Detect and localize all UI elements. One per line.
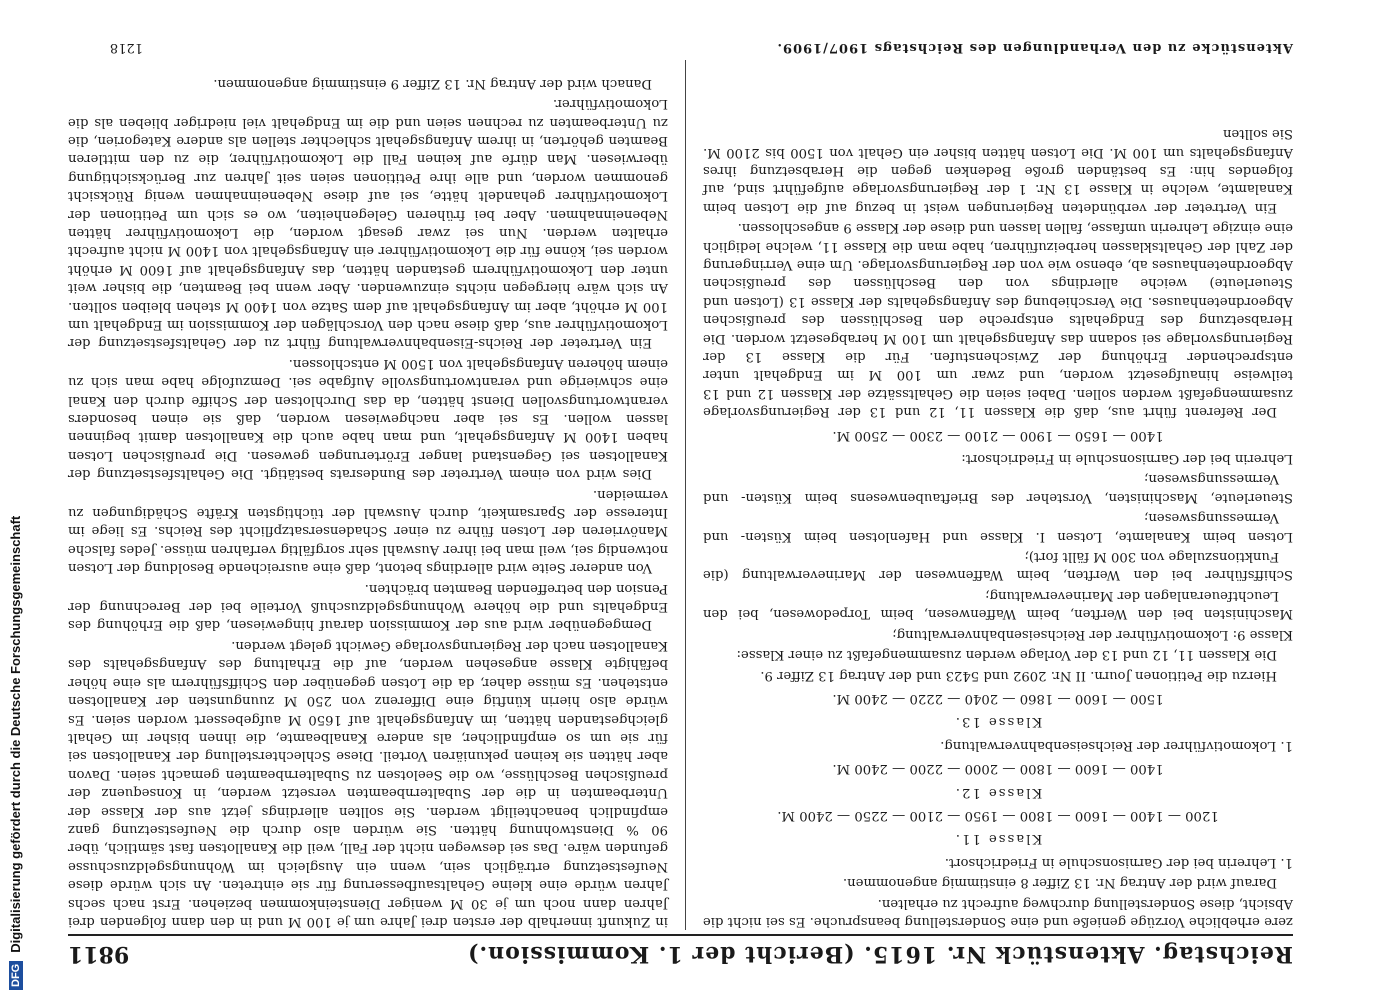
paragraph: Ein Vertreter der Reichs-Eisenbahnverwaltung führt zu der Gehaltsfestsetzung der Lokomotivführer aus, daß diese nach den Vorschlägen der Kommission im Endgehalt um 100 M erhöht, aber im Anfangsgehalt auf dem Satze von 1400 M stehen bleiben sollten. An sich wäre hiergegen nichts einzuwenden. Aber wenn bei Beamten, die bisher weit unter den Lokomotivführern gestanden hätten, das Anfangsgehalt auf 1600 M erhöht worden sei, könne für die Lokomotivführer ein Anfangsgehalt von 1400 M nicht aufrecht erhalten werden. Nun sei zwar gesagt worden, die Lokomotivführer hätten Nebeneinnahmen. Aber bei früheren Gelegenheiten, wo es sich um Petitionen der Lokomotivführer gehandelt hätte, sei auf diese Nebeneinnahmen wenig Rücksicht genommen worden, und alle ihre Petitionen seien seit Jahren zur Berücksichtigung überwiesen. Man dürfe auf keinen Fall die Lokomotivführer, die zu den mittleren Beamten gehörten, in ihrem Anfangsgehalt schlechter stellen als andere Kategorien, die zu Unterbeamten zu rechnen seien und die im Endgehalt viel niedriger blieben als die Lokomotivführer. (68, 96, 668, 351)
class-heading: Klasse 13. (953, 714, 1043, 730)
class-heading: Klasse 11. (953, 831, 1043, 847)
footer-source-line: Aktenstücke zu den Verhandlungen des Reichstags 1907/1909. (776, 40, 1293, 55)
list-item: 1. Lehrerin bei der Garnisonschule in Friedrichsort. (944, 854, 1293, 870)
left-column (703, 60, 1293, 930)
paragraph: Danach wird der Antrag Nr. 13 Ziffer 9 einstimmig angenommen. (213, 75, 652, 91)
paragraph: Der Referent führt aus, daß die Klassen 11, 12 und 13 der Regierungsvorlage zusammengefaßt werden sollen. Dabei seien die Gehaltssätze der Klassen 12 und 13 teilweise hinaufgesetzt worden, und zwar um 100 M im Endgehalt unter entsprechender Erhöhung der Zwischenstufen. Für die Klasse 13 der Regierungsvorlage sei sodann das Anfangsgehalt um 100 M herabgesetzt worden. Die Herabsetzung des Endgehalts entspreche den Beschlüssen des preußischen Abgeordnetenhauses. Die Verschiebung des Anfangsgehalts der Klasse 13 (Lotsen und Steuerleute) weiche allerdings von den Beschlüssen des preußischen Abgeordnetenhauses ab, ebenso wie von der Regierungsvorlage. Um eine Verringerung der Zahl der Gehaltsklassen herbeizuführen, habe man die Klasse 11, welche lediglich eine einzige Lehrerin umfasse, fallen lassen und diese der Klasse 9 angeschlossen. (703, 220, 1293, 420)
list-item: 1. Lokomotivführer der Reichseisenbahnverwaltung. (940, 737, 1293, 753)
salary-scale: 1400 — 1600 — 1800 — 2000 — 2200 — 2400 M. (832, 761, 1164, 777)
class-item: Lotsen beim Kanalamte, Lotsen I. Klasse und Hafenlotsen beim Küsten- und Vermessungswesen; (703, 510, 1293, 544)
page-number: 9811 (68, 941, 130, 967)
paragraph: in Zukunft innerhalb der ersten drei Jahre um je 100 M und in den dann folgenden drei Jahren dann noch um je 30 M weniger Diensteinkommen beziehen. Erst nach sechs Jahren würde eine kleine Gehaltsaufbesserung für sie eintreten. An sich würde diese Neufestsetzung erträglich sein, wenn ein Ausgleich im Wohnungsgeldzuschusse gefunden wäre. Das sei deswegen nicht der Fall, weil die Kanallotsen fast sämtlich, über 90 % Dienstwohnung hätten. Sie würden also durch die Neufestsetzung ganz empfindlich benachteiligt werden. Sie sollten allerdings jetzt aus der Klasse der Unterbeamten in die der Subalternbeamten versetzt werden, in Konsequenz der preußischen Beschlüsse, wo die Seelotsen zu Subalternbeamten gemacht seien. Davon aber hätten sie keinen pekuniären Vorteil. Diese Schlechterstellung der Kanallotsen sei für sie um so empfindlicher, als andere Kanalbeamte, die ihnen bisher im Gehalt gleichgestanden hätten, im Anfangsgehalt auf 1650 M aufgebessert worden seien. Es würde also hierin künftig eine Differenz von 250 M zuungunsten der Kanallotsen entstehen. Es müsse daher, da die Lotsen gegenüber den Schiffsführern als eine höher befähigte Klasse angesehen werden, auf die Erhaltung des Anfangsgehalts des Kanallotsen nach der Regierungsvorlage Gewicht gelegt werden. (68, 637, 668, 929)
right-column (68, 60, 668, 930)
column-divider (685, 60, 686, 930)
paragraph: Die Klassen 11, 12 und 13 der Vorlage werden zusammengefaßt zu einer Klasse: (736, 647, 1277, 663)
paragraph: Dies wird von einem Vertreter des Bundesrats bestätigt. Die Gehaltsfestsetzung der Kanallotsen sei Gegenstand langer Erörterungen gewesen. Die preußischen Lotsen haben 1400 M Anfangsgehalt, und man habe auch die Kanallotsen damit beginnen lassen wollen. Es sei aber nachgewiesen worden, daß sie einen besonders verantwortungsvollen Dienst hätten, da das Durchlotsen der Schiffe durch den Kanal eine schwierige und verantwortungsvolle Aufgabe sei. Demzufolge habe man sich zu einem höheren Anfangsgehalt von 1500 M entschlossen. (68, 355, 668, 482)
class-item: Klasse 9: Lokomotivführer der Reichseisenbahnverwaltung; (892, 626, 1293, 642)
paragraph: Ein Vertreter der verbündeten Regierungen weist in bezug auf die Lotsen beim Kanalamte, welche in Klasse 13 Nr. 1 der Regierungsvorlage aufgeführt sind, auf folgendes hin: Es beständen große Bedenken gegen die Herabsetzung ihres Anfangsgehalts um 100 M. Die Lotsen hätten bisher ein Gehalt von 1500 bis 2100 M. Sie sollten (703, 126, 1293, 215)
class-item: Lehrerin bei der Garnisonschule in Friedrichsort: (961, 451, 1293, 467)
header-title: Reichstag. Aktenstück Nr. 1615. (Bericht der 1. Kommission.) (467, 941, 1293, 967)
page-header (68, 934, 1293, 972)
footer-page-number: 1218 (109, 40, 143, 55)
class-item: Steuerleute, Maschinisten, Vorsteher des Brieftaubenwesens beim Küsten- und Vermessungswesen; (703, 471, 1293, 505)
class-item: Maschinisten bei den Werften, beim Waffenwesen, beim Torpedowesen, bei den Leuchtfeueranlagen der Marineverwaltung; (703, 587, 1293, 622)
paragraph: Hierzu die Petitionen Journ. II Nr. 2092 und 5423 und der Antrag 13 Ziffer 9. (760, 667, 1277, 683)
paragraph: Demgegenüber wird aus der Kommission darauf hingewiesen, daß die Erhöhung des Endgehalts und die höhere Wohnungsgeldzuschuß Vorteile bei der Berechnung der Pension den betreffenden Beamten brächten. (68, 580, 668, 633)
class-heading: Klasse 12. (953, 784, 1043, 800)
paragraph: Darauf wird der Antrag Nr. 13 Ziffer 8 einstimmig angenommen. (842, 875, 1277, 891)
digitization-credit-text: Digitalisierung gefördert durch die Deutsche Forschungsgemeinschaft (8, 515, 23, 953)
salary-scale: 1400 — 1650 — 1900 — 2100 — 2300 — 2500 M. (832, 427, 1164, 443)
digitization-credit-bar (8, 0, 32, 1000)
salary-scale: 1500 — 1600 — 1860 — 2040 — 2220 — 2400 M. (832, 690, 1164, 706)
paragraph: zere erhebliche Vorzüge genieße und eine Sonderstellung beanspruche. Es sei nicht die Absicht, diese Sonderstellung durchweg aufrecht zu erhalten. (703, 895, 1293, 929)
class-item: Schiffsführer bei den Werften, beim Waffenwesen der Marineverwaltung (die Funktionszulage von 300 M fällt fort); (703, 549, 1293, 583)
salary-scale: 1200 — 1400 — 1600 — 1800 — 1950 — 2100 — 2250 — 2400 M. (777, 807, 1219, 823)
dfg-logo: DFG (9, 961, 23, 990)
paragraph: Von anderer Seite wird allerdings betont, daß eine ausreichende Besoldung der Lotsen notwendig sei, weil man bei ihrer Auswahl sehr sorgfältig verfahren müsse. Jedes falsche Manövrieren der Lotsen führe zu einer Schadensersatzpflicht des Reichs. Es liege im Interesse der Sparsamkeit, durch Auswahl der tüchtigsten Kräfte Schädigungen zu vermeiden. (68, 486, 668, 576)
